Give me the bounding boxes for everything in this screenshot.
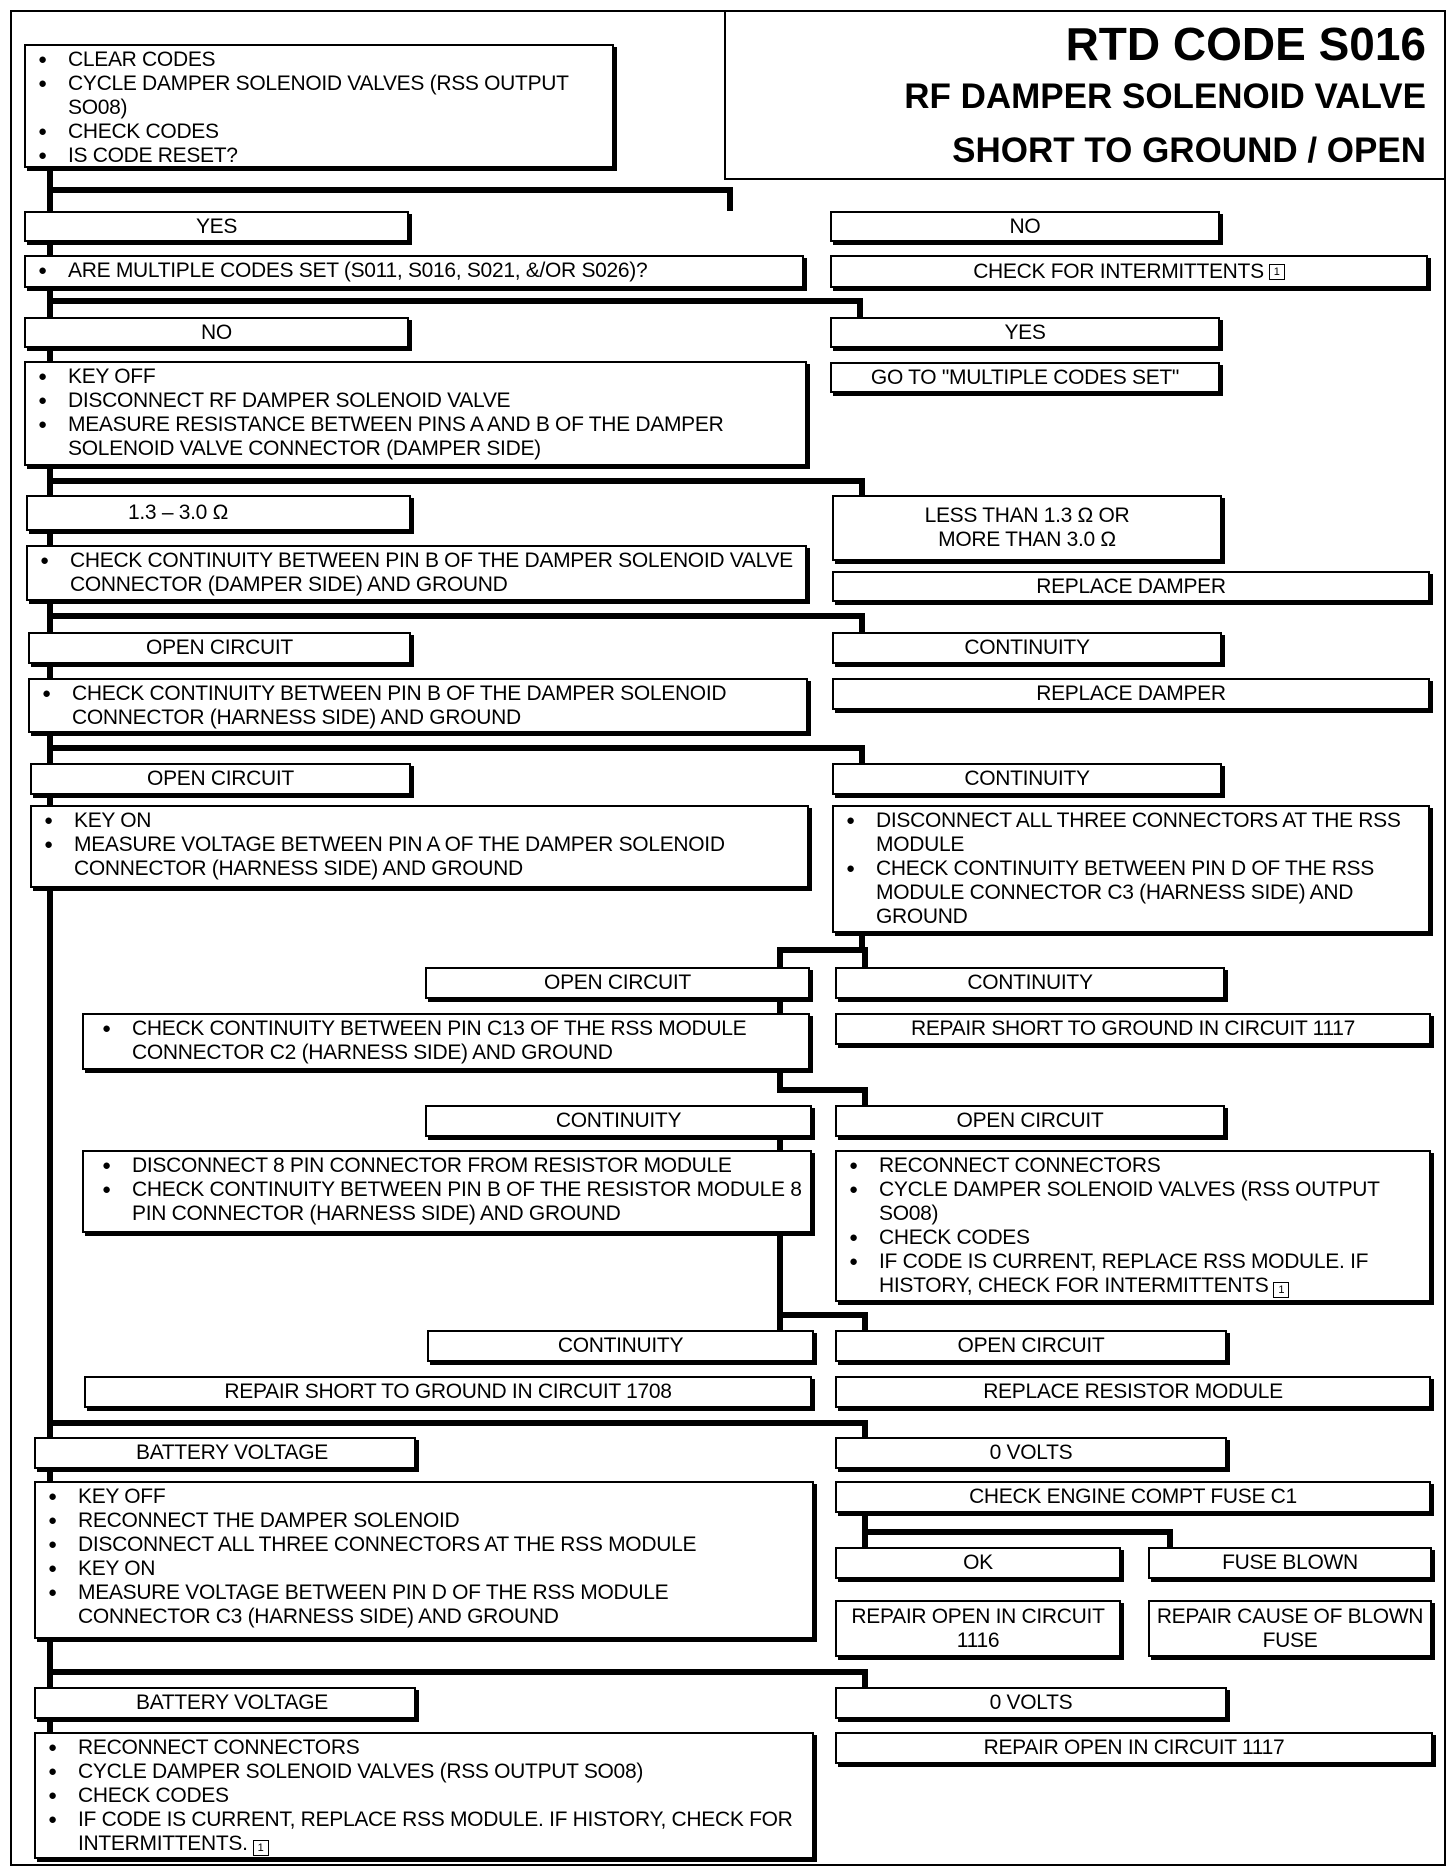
node-text: NO: [1009, 214, 1041, 238]
node-batt2: [34, 1687, 416, 1719]
node-key-off-meas: [34, 1481, 814, 1639]
node-text: REPLACE RESISTOR MODULE: [983, 1380, 1283, 1403]
node-text: CONTINUITY: [964, 636, 1090, 659]
connector-line-8: [780, 950, 865, 967]
node-text: BATTERY VOLTAGE: [136, 1441, 328, 1464]
node-repair-open-1116: [835, 1600, 1121, 1657]
node-cont4: [425, 1105, 812, 1137]
step-item: ● DISCONNECT ALL THREE CONNECTORS AT THE RSS MODULE: [876, 809, 1422, 857]
node-replace-resistor: [835, 1376, 1431, 1408]
node-reconnect-a: [835, 1150, 1431, 1302]
step-item: ● MEASURE RESISTANCE BETWEEN PINS A AND B OF THE DAMPER SOLENOID VALVE CONNECTOR (DAMPER SIDE): [68, 413, 799, 461]
node-yes2: [830, 317, 1220, 348]
node-text: REPAIR SHORT TO GROUND IN CIRCUIT 1117: [910, 1017, 1356, 1040]
step-item: ● CYCLE DAMPER SOLENOID VALVES (RSS OUTPUT SO08): [78, 1760, 806, 1784]
step-item: ● CHECK CODES: [879, 1226, 1423, 1250]
node-text: OPEN CIRCUIT: [544, 971, 691, 994]
node-text: REPLACE DAMPER: [1036, 682, 1226, 705]
node-text: CONTINUITY: [557, 1334, 684, 1357]
step-item: ● KEY ON: [74, 809, 801, 833]
step-item: ● IS CODE RESET?: [68, 144, 606, 168]
node-yes1: [24, 211, 409, 242]
node-open3: [425, 967, 810, 999]
node-text: YES: [195, 214, 238, 238]
node-check-fuse: [835, 1481, 1431, 1513]
title-block: [724, 12, 1444, 180]
node-res-bad: [832, 495, 1222, 561]
step-item: ● RECONNECT THE DAMPER SOLENOID: [78, 1509, 806, 1533]
node-text: 0 VOLTS: [989, 1441, 1073, 1464]
node-repair-blown: [1148, 1600, 1432, 1657]
node-key-on-meas: [30, 805, 809, 888]
node-intermit: [830, 255, 1428, 288]
node-text: GO TO "MULTIPLE CODES SET": [870, 365, 1180, 389]
node-cont-c13: [82, 1013, 810, 1070]
footnote-1-icon: 1: [253, 1840, 269, 1856]
node-repair-open-1117: [835, 1732, 1433, 1764]
step-item: ● DISCONNECT RF DAMPER SOLENOID VALVE: [68, 389, 799, 413]
node-text-res-bad-2: MORE THAN 3.0 Ω: [938, 528, 1116, 551]
step-item: ● DISCONNECT ALL THREE CONNECTORS AT THE RSS MODULE: [78, 1533, 806, 1557]
node-text: YES: [1004, 320, 1046, 344]
connector-line-3: [50, 301, 860, 317]
node-zero2: [835, 1687, 1227, 1719]
node-batt1: [34, 1437, 416, 1469]
step-item: ● CYCLE DAMPER SOLENOID VALVES (RSS OUTPUT SO08): [68, 72, 606, 120]
step-item: ● RECONNECT CONNECTORS: [78, 1736, 806, 1760]
node-zero1: [835, 1437, 1227, 1469]
step-item: ● ARE MULTIPLE CODES SET (S011, S016, S021, &/OR S026)?: [68, 259, 796, 283]
step-item: ● CLEAR CODES: [68, 48, 606, 72]
node-text: CHECK ENGINE COMPT FUSE C1: [969, 1485, 1297, 1508]
step-item: ● CHECK CODES: [78, 1784, 806, 1808]
connector-line-4: [50, 481, 862, 495]
node-fuse-blown: [1148, 1547, 1432, 1579]
node-meas-res: [24, 361, 807, 466]
node-text: BATTERY VOLTAGE: [136, 1691, 328, 1714]
step-item: ● CHECK CONTINUITY BETWEEN PIN C13 OF THE RSS MODULE CONNECTOR C2 (HARNESS SIDE) AND GROUND: [132, 1017, 802, 1065]
step-item: ● KEY OFF: [68, 365, 799, 389]
node-disc-rss: [832, 805, 1430, 933]
title-code: RTD CODE S016: [1065, 18, 1426, 70]
footnote-1-icon: 1: [1269, 264, 1285, 280]
node-cont3: [835, 967, 1225, 999]
connector-line-17: [50, 1672, 865, 1687]
step-item: ● CHECK CONTINUITY BETWEEN PIN B OF THE DAMPER SOLENOID VALVE CONNECTOR (DAMPER SIDE) AND GROUND: [70, 549, 799, 597]
step-item: ● CHECK CONTINUITY BETWEEN PIN D OF THE RSS MODULE CONNECTOR C3 (HARNESS SIDE) AND GROUND: [876, 857, 1422, 929]
step-item: ● CHECK CONTINUITY BETWEEN PIN B OF THE DAMPER SOLENOID CONNECTOR (HARNESS SIDE) AND GROUND: [72, 682, 800, 730]
connector-line-15: [865, 1513, 1170, 1547]
node-no1: [830, 211, 1220, 242]
node-open4: [835, 1105, 1225, 1137]
node-text: 1.3 – 3.0 Ω: [128, 501, 228, 524]
step-item: ● DISCONNECT 8 PIN CONNECTOR FROM RESISTOR MODULE: [132, 1154, 804, 1178]
node-multi-q: [24, 255, 804, 288]
node-ok: [835, 1547, 1121, 1579]
node-repair-1708: [84, 1376, 812, 1408]
node-text: REPAIR SHORT TO GROUND IN CIRCUIT 1708: [224, 1380, 672, 1403]
node-text: OPEN CIRCUIT: [146, 636, 293, 659]
title-line-1: RF DAMPER SOLENOID VALVE: [904, 77, 1426, 116]
footnote-1-icon: 1: [1273, 1282, 1289, 1298]
step-item: ● RECONNECT CONNECTORS: [879, 1154, 1423, 1178]
step-item: ● KEY ON: [78, 1557, 806, 1581]
connector-line-2: [50, 190, 730, 211]
node-text: CONTINUITY: [967, 971, 1093, 994]
node-replace-damper-2: [832, 678, 1430, 710]
connector-line-5: [50, 616, 862, 632]
step-item: ● CHECK CONTINUITY BETWEEN PIN B OF THE RESISTOR MODULE 8 PIN CONNECTOR (HARNESS SIDE) AND GROUND: [132, 1178, 804, 1226]
step-item: ● IF CODE IS CURRENT, REPLACE RSS MODULE. IF HISTORY, CHECK FOR INTERMITTENTS 1: [879, 1250, 1423, 1298]
node-text: NO: [201, 320, 232, 344]
node-disc-8pin: [82, 1150, 812, 1233]
step-item: ● MEASURE VOLTAGE BETWEEN PIN A OF THE DAMPER SOLENOID CONNECTOR (HARNESS SIDE) AND GROUND: [74, 833, 801, 881]
node-start: [24, 44, 614, 168]
node-text: REPLACE DAMPER: [1036, 574, 1226, 598]
node-open1: [28, 632, 411, 664]
step-item: ● CHECK CODES: [68, 120, 606, 144]
node-no2: [24, 317, 409, 348]
step-item: ● KEY OFF: [78, 1485, 806, 1509]
node-text: CONTINUITY: [964, 767, 1090, 790]
node-text: REPAIR OPEN IN CIRCUIT 1117: [983, 1736, 1285, 1759]
node-text: OPEN CIRCUIT: [956, 1109, 1104, 1132]
node-open2: [30, 763, 411, 795]
step-item: ● IF CODE IS CURRENT, REPLACE RSS MODULE. IF HISTORY, CHECK FOR INTERMITTENTS. 1: [78, 1808, 806, 1856]
node-text-res-bad-1: LESS THAN 1.3 Ω OR: [924, 504, 1130, 527]
title-line-2: SHORT TO GROUND / OPEN: [952, 131, 1426, 170]
node-text: CHECK FOR INTERMITTENTS: [973, 259, 1264, 283]
step-item: ● MEASURE VOLTAGE BETWEEN PIN D OF THE RSS MODULE CONNECTOR C3 (HARNESS SIDE) AND GROUND: [78, 1581, 806, 1629]
node-text: FUSE BLOWN: [1222, 1551, 1358, 1574]
node-text: OK: [963, 1551, 993, 1574]
node-repair-1117-short: [835, 1013, 1431, 1045]
node-cont-b-harness: [28, 678, 808, 733]
node-open5: [835, 1330, 1227, 1362]
node-cont-b-damper: [26, 545, 807, 601]
node-goto-multi: [830, 362, 1220, 393]
step-item: ● CYCLE DAMPER SOLENOID VALVES (RSS OUTPUT SO08): [879, 1178, 1423, 1226]
node-cont1: [832, 632, 1222, 664]
node-text: REPAIR CAUSE OF BLOWN FUSE: [1156, 1604, 1424, 1652]
connector-line-6: [50, 748, 862, 763]
connector-line-14: [50, 1423, 865, 1437]
node-cont5: [427, 1330, 814, 1362]
node-text: OPEN CIRCUIT: [147, 767, 294, 790]
node-text: REPAIR OPEN IN CIRCUIT 1116: [851, 1604, 1105, 1652]
node-text: 0 VOLTS: [989, 1691, 1073, 1714]
node-reconnect-b: [34, 1732, 814, 1859]
connector-line-9: [780, 1070, 865, 1105]
node-replace-damper-1: [832, 571, 1430, 602]
node-text: OPEN CIRCUIT: [957, 1334, 1105, 1357]
node-text: CONTINUITY: [555, 1109, 682, 1132]
node-cont2: [832, 763, 1222, 795]
node-res-ok: [26, 495, 411, 531]
